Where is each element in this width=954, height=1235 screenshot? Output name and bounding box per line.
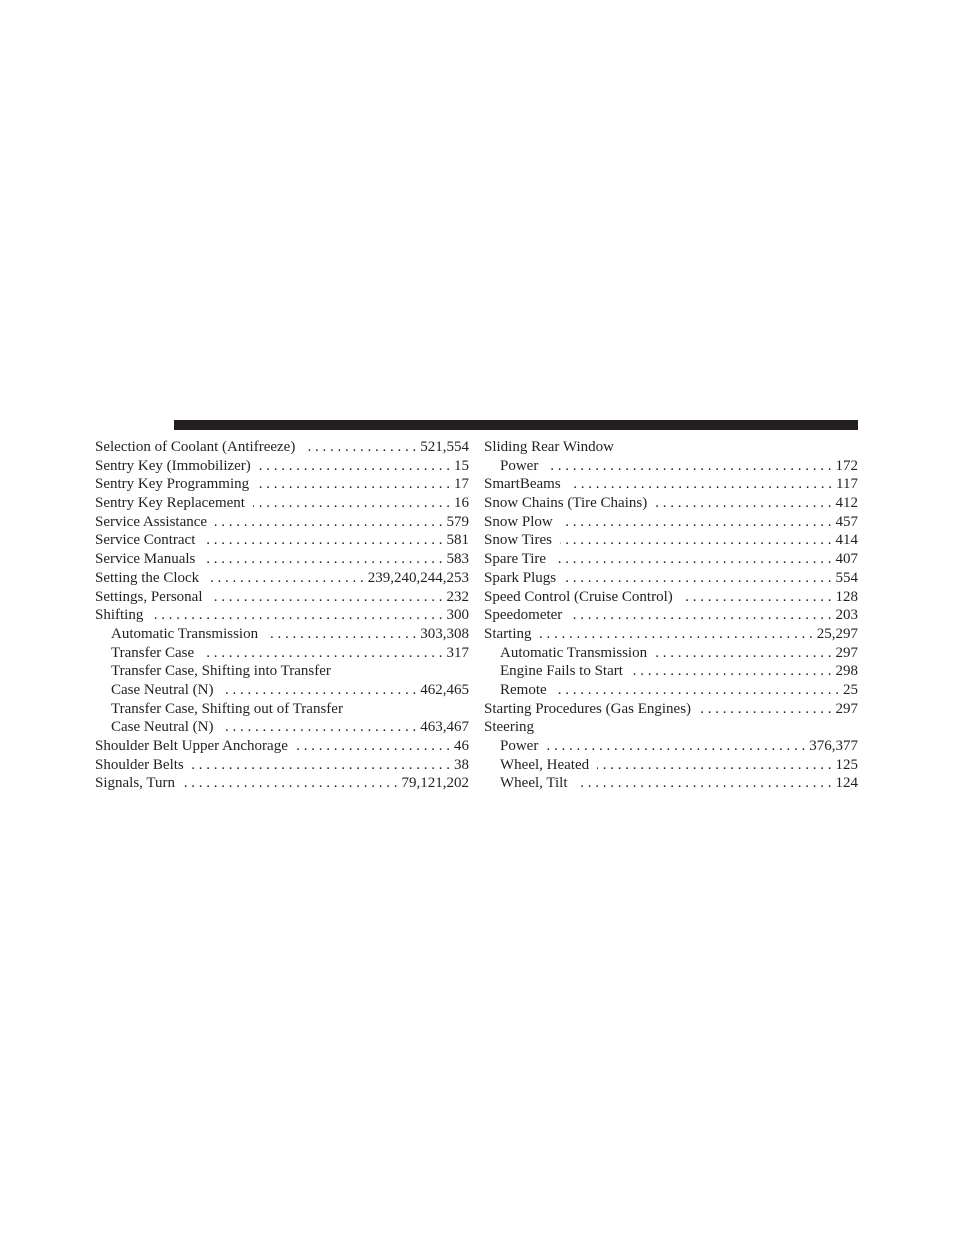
index-term: Snow Tires [484, 532, 552, 549]
index-entry [95, 662, 469, 681]
index-term: SmartBeams [484, 476, 561, 493]
index-entry [484, 774, 858, 793]
index-entry [484, 737, 858, 756]
dot-leader [221, 681, 416, 700]
dot-leader [546, 457, 831, 476]
index-page-numbers: 172 [835, 457, 858, 474]
index-term: Shifting [95, 607, 144, 624]
index-page-numbers: 303,308 [420, 625, 469, 642]
index-page-numbers: 128 [835, 588, 858, 605]
index-term: Speedometer [484, 607, 563, 624]
index-entry [95, 606, 469, 625]
dot-leader [554, 550, 831, 569]
index-term: Case Neutral (N) [111, 681, 214, 698]
index-entry [95, 569, 469, 588]
dot-leader [203, 531, 442, 550]
index-page-numbers: 297 [835, 700, 858, 717]
index-page-numbers: 457 [835, 513, 858, 530]
index-entry [484, 457, 858, 476]
dot-leader [546, 737, 805, 756]
index-term: Service Assistance [95, 513, 208, 530]
index-page-numbers: 300 [446, 607, 469, 624]
index-entry [95, 550, 469, 569]
dot-leader [183, 774, 397, 793]
dot-leader [303, 438, 416, 457]
index-column-right [484, 438, 858, 793]
index-entry [95, 513, 469, 532]
index-page-numbers: 581 [446, 532, 469, 549]
index-entry [95, 774, 469, 793]
index-entry [95, 494, 469, 513]
index-page-numbers: 521,554 [420, 439, 469, 455]
dot-leader [569, 475, 832, 494]
dot-leader [221, 718, 416, 737]
index-entry [95, 700, 469, 719]
dot-leader [631, 662, 832, 681]
dot-leader [211, 588, 443, 607]
index-page-numbers: 15 [454, 457, 469, 474]
index-term: Transfer Case, Shifting out of Transfer [111, 700, 343, 717]
index-term: Power [500, 738, 539, 754]
index-entry [484, 438, 858, 457]
dot-leader [253, 494, 450, 513]
index-page-numbers: 16 [454, 495, 469, 512]
index-page-numbers: 376,377 [809, 738, 858, 754]
index-page-numbers: 79,121,202 [401, 775, 469, 792]
index-entry [484, 494, 858, 513]
index-term: Service Manuals [95, 551, 196, 568]
index-page-numbers: 407 [835, 551, 858, 568]
index-term: Speed Control (Cruise Control) [484, 588, 673, 605]
index-entry [95, 457, 469, 476]
dot-leader [560, 531, 832, 550]
index-page-numbers: 17 [454, 476, 469, 493]
index-term: Shoulder Belt Upper Anchorage [95, 738, 288, 754]
index-page-numbers: 579 [446, 513, 469, 530]
index-entry [484, 606, 858, 625]
dot-leader [266, 625, 416, 644]
index-page-numbers: 462,465 [420, 681, 469, 698]
index-entry [95, 644, 469, 663]
index-page-numbers: 463,467 [420, 719, 469, 736]
dot-leader [564, 569, 831, 588]
dot-leader [681, 588, 832, 607]
dot-leader [296, 737, 450, 756]
index-term: Automatic Transmission [500, 644, 648, 661]
index-term: Transfer Case, Shifting into Transfer [111, 663, 331, 680]
dot-leader [576, 774, 832, 793]
index-term: Engine Fails to Start [500, 663, 623, 680]
index-entry [484, 588, 858, 607]
index-page-numbers: 46 [454, 738, 469, 754]
index-term: Shoulder Belts [95, 756, 184, 773]
index-page-numbers: 554 [835, 569, 858, 586]
dot-leader [655, 644, 831, 663]
dot-leader [257, 475, 450, 494]
dot-leader [540, 625, 813, 644]
index-term: Remote [500, 681, 547, 698]
index-page-numbers: 38 [454, 756, 469, 773]
index-term: Steering [484, 719, 534, 736]
index-term: Spare Tire [484, 551, 547, 568]
index-term: Case Neutral (N) [111, 719, 214, 736]
dot-leader [202, 644, 442, 663]
index-term: Power [500, 457, 539, 474]
index-page-numbers: 298 [835, 663, 858, 680]
index-term: Wheel, Tilt [500, 775, 568, 792]
index-term: Sentry Key Replacement [95, 495, 245, 512]
index-page-numbers: 412 [835, 495, 858, 512]
index-term: Transfer Case [111, 644, 195, 661]
index-entry [484, 756, 858, 775]
index-entry [95, 681, 469, 700]
index-entry [95, 588, 469, 607]
dot-leader [655, 494, 831, 513]
index-term: Snow Chains (Tire Chains) [484, 495, 648, 512]
index-page-numbers: 239,240,244,253 [367, 569, 469, 586]
index-page-numbers: 203 [835, 607, 858, 624]
index-page-numbers: 583 [446, 551, 469, 568]
index-term: Starting Procedures (Gas Engines) [484, 700, 692, 717]
dot-leader [192, 756, 450, 775]
index-term: Wheel, Heated [500, 756, 590, 773]
index-term: Starting [484, 625, 532, 642]
dot-leader [555, 681, 839, 700]
index-entry [95, 531, 469, 550]
index-column-left [95, 438, 469, 793]
index-page-numbers: 124 [835, 775, 858, 792]
index-entry [484, 718, 858, 737]
index-page-numbers: 232 [446, 588, 469, 605]
index-term: Selection of Coolant (Antifreeze) [95, 439, 296, 455]
dot-leader [207, 569, 364, 588]
index-entry [95, 718, 469, 737]
index-entry [95, 737, 469, 756]
index-page-numbers: 25,297 [816, 625, 858, 642]
dot-leader [215, 513, 442, 532]
index-term: Service Contract [95, 532, 196, 549]
index-entry [484, 681, 858, 700]
dot-leader [259, 457, 450, 476]
dot-leader [699, 700, 831, 719]
dot-leader [561, 513, 832, 532]
index-entry [484, 700, 858, 719]
index-entry [484, 531, 858, 550]
index-entry [95, 625, 469, 644]
index-page-numbers: 297 [835, 644, 858, 661]
index-page-numbers: 317 [446, 644, 469, 661]
section-header-bar [174, 420, 858, 430]
index-page-numbers: 125 [835, 756, 858, 773]
index-term: Signals, Turn [95, 775, 176, 792]
index-term: Snow Plow [484, 513, 553, 530]
index-term: Sentry Key Programming [95, 476, 250, 493]
index-term: Sliding Rear Window [484, 439, 614, 455]
index-term: Setting the Clock [95, 569, 200, 586]
index-page-numbers: 117 [836, 476, 858, 493]
dot-leader [570, 606, 831, 625]
index-page-numbers: 25 [843, 681, 858, 698]
index-page-numbers: 414 [835, 532, 858, 549]
index-entry [484, 475, 858, 494]
index-entry [95, 756, 469, 775]
index-term: Spark Plugs [484, 569, 557, 586]
index-term: Settings, Personal [95, 588, 203, 605]
index-entry [95, 475, 469, 494]
index-entry [484, 569, 858, 588]
index-term: Sentry Key (Immobilizer) [95, 457, 251, 474]
index-entry [484, 550, 858, 569]
index-entry [484, 662, 858, 681]
dot-leader [151, 606, 442, 625]
index-entry [484, 625, 858, 644]
index-entry [484, 513, 858, 532]
index-entry [484, 644, 858, 663]
dot-leader [203, 550, 442, 569]
dot-leader [597, 756, 831, 775]
index-term: Automatic Transmission [111, 625, 259, 642]
index-entry [95, 438, 469, 457]
